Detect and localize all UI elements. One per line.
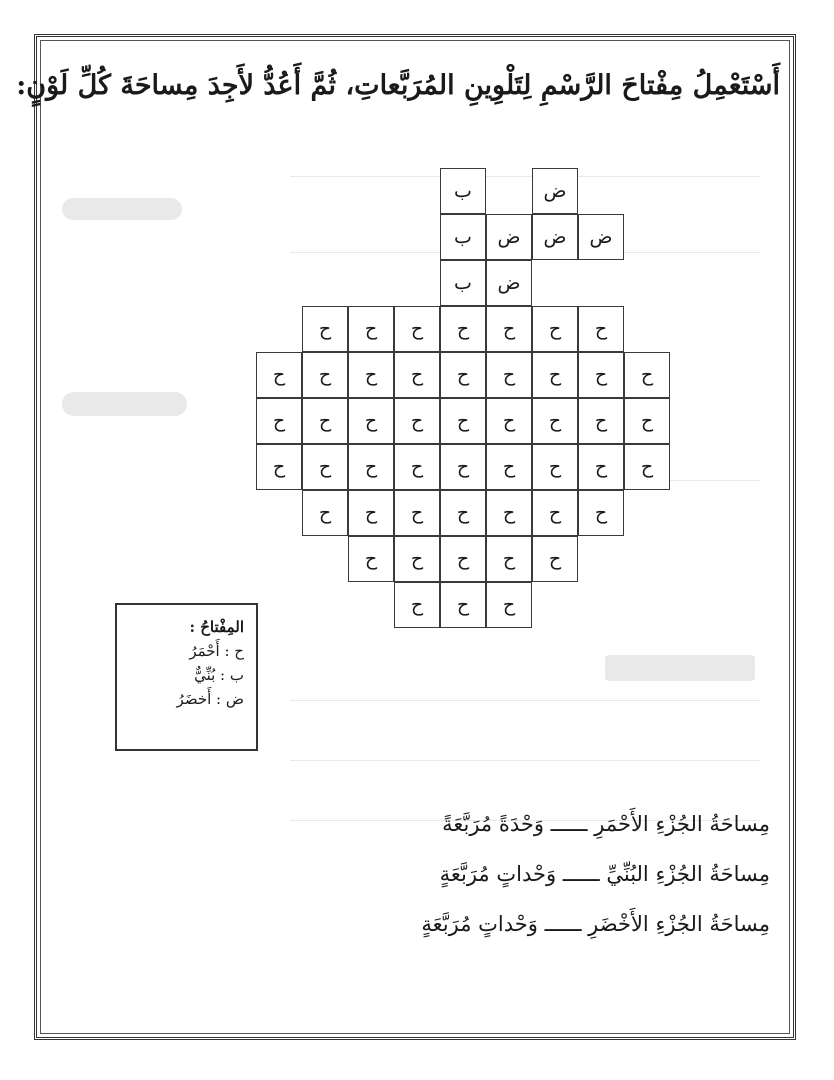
answer-brown-area: مِساحَةُ الجُزْءِ البُنِّيِّ ــــــ وَحْداتٍ مُرَبَّعَةٍ <box>439 862 770 886</box>
legend-item-brown: ب : بُنِّيٌّ <box>194 666 244 684</box>
grid-cell: ح <box>440 582 486 628</box>
bleed-through-rule <box>290 760 760 761</box>
bleed-through-mark <box>62 392 187 416</box>
bleed-through-rule <box>290 700 760 701</box>
grid-cell: ح <box>302 306 348 352</box>
grid-cell: ض <box>486 260 532 306</box>
grid-cell: ح <box>532 490 578 536</box>
grid-cell: ح <box>394 582 440 628</box>
grid-cell: ح <box>394 306 440 352</box>
grid-cell: ح <box>624 352 670 398</box>
grid-cell: ح <box>256 352 302 398</box>
bleed-through-rule <box>290 176 760 177</box>
grid-cell: ح <box>486 352 532 398</box>
grid-cell: ح <box>532 306 578 352</box>
grid-cell: ح <box>348 352 394 398</box>
grid-cell: ح <box>486 398 532 444</box>
grid-cell: ح <box>578 352 624 398</box>
grid-cell: ض <box>532 214 578 260</box>
grid-cell: ب <box>440 168 486 214</box>
grid-cell: ح <box>440 306 486 352</box>
answer-red-area: مِساحَةُ الجُزْءِ الأَحْمَرِ ــــــ وَحْدَةً مُرَبَّعَةً <box>442 812 770 836</box>
grid-cell: ح <box>578 490 624 536</box>
grid-cell: ح <box>440 536 486 582</box>
legend-item-green: ض : أَخضَرُ <box>176 690 244 708</box>
grid-cell: ح <box>532 352 578 398</box>
grid-cell: ح <box>302 444 348 490</box>
grid-cell: ح <box>440 352 486 398</box>
grid-cell: ح <box>394 490 440 536</box>
legend-item-red: ح : أَحْمَرُ <box>189 642 244 660</box>
grid-cell: ح <box>578 444 624 490</box>
grid-cell: ح <box>486 444 532 490</box>
grid-cell: ض <box>532 168 578 214</box>
grid-cell: ح <box>348 444 394 490</box>
grid-cell: ح <box>348 490 394 536</box>
grid-cell: ح <box>394 444 440 490</box>
grid-cell: ح <box>578 306 624 352</box>
grid-cell: ح <box>486 536 532 582</box>
grid-cell: ح <box>302 490 348 536</box>
grid-cell: ح <box>624 444 670 490</box>
grid-cell: ب <box>440 214 486 260</box>
grid-cell: ح <box>532 444 578 490</box>
grid-cell: ح <box>394 536 440 582</box>
grid-cell: ض <box>486 214 532 260</box>
grid-cell: ح <box>302 352 348 398</box>
grid-cell: ح <box>440 490 486 536</box>
grid-cell: ح <box>256 398 302 444</box>
grid-cell: ح <box>256 444 302 490</box>
grid-cell: ب <box>440 260 486 306</box>
grid-cell: ح <box>578 398 624 444</box>
grid-cell: ح <box>532 398 578 444</box>
grid-cell: ح <box>302 398 348 444</box>
grid-cell: ح <box>486 306 532 352</box>
answer-green-area: مِساحَةُ الجُزْءِ الأَخْضَرِ ــــــ وَحْداتٍ مُرَبَّعَةٍ <box>421 912 770 936</box>
grid-cell: ض <box>578 214 624 260</box>
legend-title: المِفْتاحُ : <box>189 618 244 636</box>
grid-cell: ح <box>348 398 394 444</box>
bleed-through-mark <box>605 655 755 681</box>
grid-cell: ح <box>394 352 440 398</box>
grid-cell: ح <box>440 444 486 490</box>
grid-cell: ح <box>624 398 670 444</box>
bleed-through-mark <box>62 198 182 220</box>
grid-cell: ح <box>486 582 532 628</box>
grid-cell: ح <box>486 490 532 536</box>
grid-cell: ح <box>348 536 394 582</box>
legend-box <box>115 603 258 751</box>
worksheet-title: أَسْتَعْمِلُ مِفْتاحَ الرَّسْمِ لِتَلْوِينِ المُرَبَّعاتِ، ثُمَّ أَعُدُّ لأَجِدَ مِساحَةَ كُلِّ لَوْنٍ: <box>16 70 780 101</box>
grid-cell: ح <box>440 398 486 444</box>
grid-cell: ح <box>532 536 578 582</box>
grid-cell: ح <box>348 306 394 352</box>
grid-cell: ح <box>394 398 440 444</box>
